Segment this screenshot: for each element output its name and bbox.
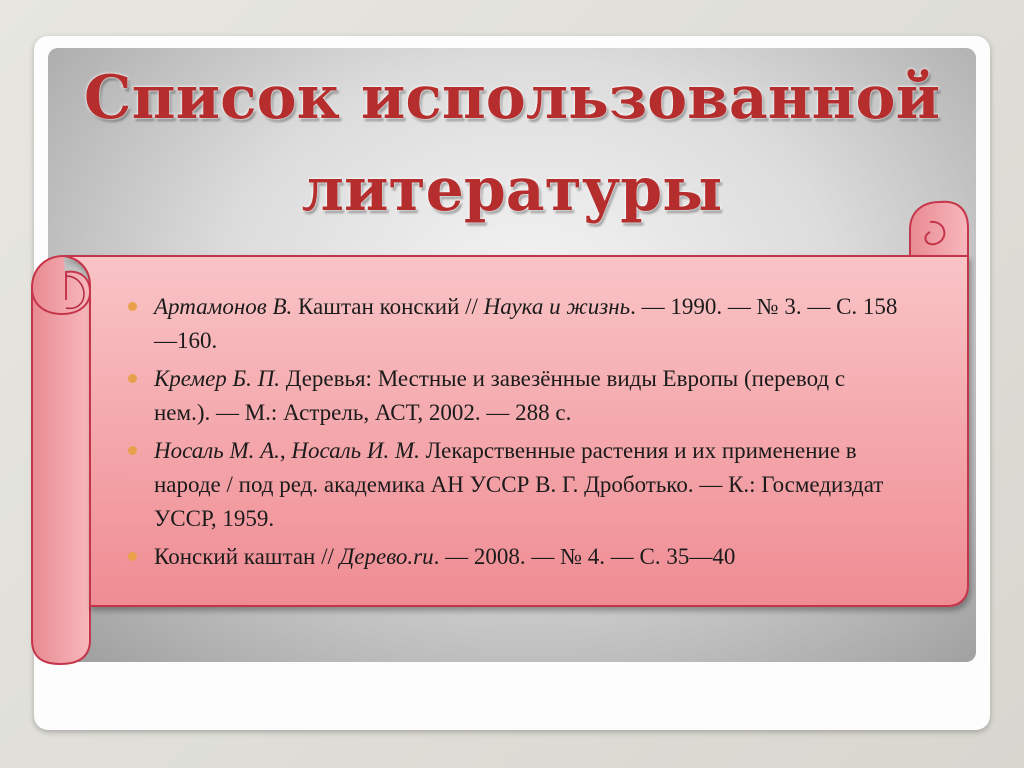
title-line-2: литературы	[301, 155, 723, 225]
reference-text: Каштан конский //	[292, 294, 484, 319]
bullet-icon	[128, 446, 137, 455]
bullet-icon	[128, 302, 137, 311]
reference-text-end: . — 2008. — № 4. — С. 35—40	[433, 544, 736, 569]
list-item	[126, 434, 902, 536]
reference-author: Кремер Б. П.	[154, 366, 280, 391]
list-item	[126, 362, 902, 430]
reference-text: Деревья: Местные и завезённые виды Европы (перевод с нем.). — М.: Астрель, АСТ, 2002. — 288 с.	[154, 366, 846, 425]
reference-text-end: . — 1990. — № 3. — С. 158—160.	[154, 294, 898, 353]
reference-author: Носаль М. А., Носаль И. М.	[154, 438, 420, 463]
list-item	[126, 540, 902, 574]
reference-list	[126, 290, 902, 578]
reference-source: Дерево.ru	[339, 544, 434, 569]
reference-source: Наука и жизнь	[483, 294, 631, 319]
scroll-left-roll	[32, 286, 90, 664]
list-item	[126, 290, 902, 358]
bullet-icon	[128, 552, 137, 561]
bullet-icon	[128, 374, 137, 383]
title-line-1: Список использованной	[83, 63, 941, 133]
reference-text: Конский каштан //	[154, 544, 340, 569]
reference-text: Лекарственные растения и их применение в народе / под ред. академика АН УССР В. Г. Дроботько. — К.: Госмедиздат УССР, 1959.	[154, 438, 884, 531]
scroll-right-curl	[910, 202, 968, 258]
reference-author: Артамонов В.	[154, 294, 293, 319]
